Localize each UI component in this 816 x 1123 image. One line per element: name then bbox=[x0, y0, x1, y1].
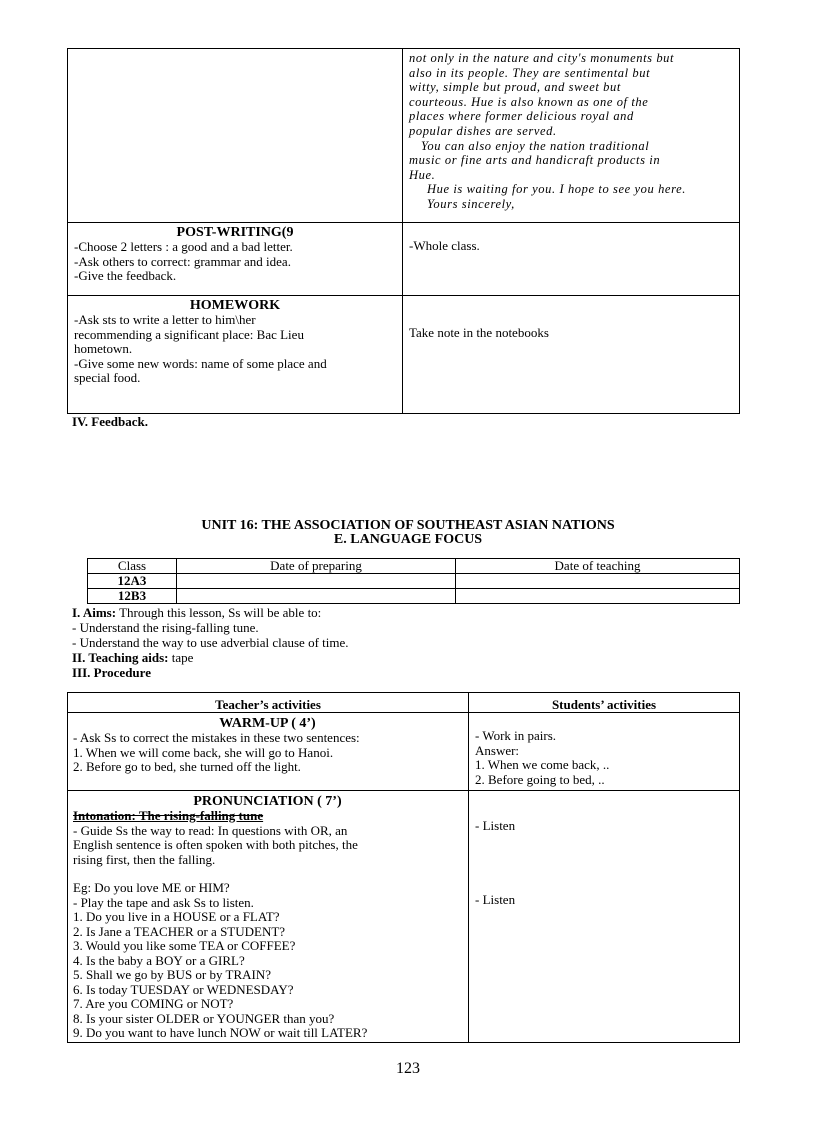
letter-line: witty, simple but proud, and sweet but bbox=[409, 80, 621, 95]
pronunciation-subtitle: Intonation: The rising-falling tune bbox=[73, 808, 264, 823]
question-item: 9. Do you want to have lunch NOW or wait till LATER? bbox=[73, 1025, 368, 1040]
teacher-activities-header: Teacher’s activities bbox=[68, 693, 469, 713]
letter-line: music or fine arts and handicraft products in bbox=[409, 153, 661, 168]
warm-up-sentence: 2. Before go to bed, she turned off the light. bbox=[73, 759, 301, 774]
question-item: 8. Is your sister OLDER or YOUNGER than you? bbox=[73, 1010, 335, 1026]
warm-up-instruction: - Ask Ss to correct the mistakes in these two sentences: bbox=[73, 730, 360, 745]
class-header: Class bbox=[88, 559, 177, 574]
page-number: 123 bbox=[396, 1060, 420, 1077]
pronunciation-student-listen: - Listen bbox=[475, 891, 516, 907]
homework-student-cell bbox=[403, 296, 740, 414]
letter-line: Hue is waiting for you. I hope to see you here. bbox=[427, 182, 686, 197]
feedback-heading: IV. Feedback. bbox=[72, 414, 148, 429]
question-item: 3. Would you like some TEA or COFFEE? bbox=[73, 938, 296, 953]
letter-line: places where former delicious royal and bbox=[409, 109, 634, 124]
letter-line: popular dishes are served. bbox=[409, 123, 557, 138]
unit-subtitle: E. LANGUAGE FOCUS bbox=[333, 532, 483, 547]
letter-sample-cell bbox=[403, 49, 740, 223]
class-name: 12A3 bbox=[88, 574, 177, 589]
class-schedule-table bbox=[87, 558, 740, 604]
date-preparing-value bbox=[177, 589, 456, 604]
post-writing-student-activity: -Whole class. bbox=[409, 238, 480, 253]
teaching-aids-text: tape bbox=[168, 650, 194, 665]
question-item: 7. Are you COMING or NOT? bbox=[73, 996, 234, 1011]
pronunciation-student-listen: - Listen bbox=[475, 818, 516, 833]
post-writing-step: -Ask others to correct: grammar and idea. bbox=[74, 253, 291, 269]
date-teaching-value bbox=[456, 589, 740, 604]
class-name: 12B3 bbox=[88, 589, 177, 604]
question-item: 5. Shall we go by BUS or by TRAIN? bbox=[73, 967, 272, 982]
date-teaching-header: Date of teaching bbox=[456, 559, 740, 574]
homework-title: HOMEWORK bbox=[189, 298, 281, 313]
homework-line: -Ask sts to write a letter to him\her bbox=[74, 312, 256, 327]
aim-item: - Understand the rising-falling tune. bbox=[72, 620, 259, 635]
date-preparing-header: Date of preparing bbox=[177, 559, 456, 574]
spacer bbox=[475, 834, 733, 893]
warm-up-sentence: 1. When we will come back, she will go to Hanoi. bbox=[73, 744, 334, 760]
warm-up-title: WARM-UP ( 4’) bbox=[219, 716, 316, 731]
homework-student-activity: Take note in the notebooks bbox=[409, 325, 549, 340]
aims-text: Through this lesson, Ss will be able to: bbox=[116, 605, 322, 620]
question-item: 6. Is today TUESDAY or WEDNESDAY? bbox=[73, 981, 294, 997]
date-preparing-value bbox=[177, 574, 456, 589]
pronunciation-student-cell bbox=[469, 791, 740, 1043]
warm-up-student-cell bbox=[469, 713, 740, 791]
post-writing-teacher-cell bbox=[68, 223, 403, 296]
homework-teacher-cell bbox=[68, 296, 403, 414]
teaching-aids-label: II. Teaching aids: bbox=[72, 650, 169, 665]
procedure-table bbox=[67, 692, 740, 1043]
warm-up-student-line: 2. Before going to bed, .. bbox=[475, 771, 605, 787]
letter-line: also in its people. They are sentimental but bbox=[409, 65, 651, 80]
student-activities-header: Students’ activities bbox=[469, 693, 740, 713]
pronunciation-teacher-cell bbox=[68, 791, 469, 1043]
procedure-heading: III. Procedure bbox=[72, 665, 151, 680]
aims-label: I. Aims: bbox=[72, 605, 117, 620]
warm-up-student-line: 1. When we come back, .. bbox=[475, 757, 610, 772]
pronunciation-example: Eg: Do you love ME or HIM? bbox=[73, 880, 230, 895]
warm-up-teacher-cell bbox=[68, 713, 469, 791]
spacer bbox=[73, 867, 462, 881]
letter-line: not only in the nature and city's monuments but bbox=[409, 51, 675, 65]
pronunciation-play: - Play the tape and ask Ss to listen. bbox=[73, 894, 254, 910]
homework-line: hometown. bbox=[74, 341, 133, 356]
pronunciation-guide: English sentence is often spoken with both pitches, the bbox=[73, 837, 358, 852]
date-teaching-value bbox=[456, 574, 740, 589]
pronunciation-guide: rising first, then the falling. bbox=[73, 851, 216, 867]
question-item: 2. Is Jane a TEACHER or a STUDENT? bbox=[73, 923, 286, 939]
teaching-aids-line bbox=[72, 651, 193, 666]
letter-line: Yours sincerely, bbox=[427, 196, 515, 211]
warm-up-student-line: Answer: bbox=[475, 742, 520, 758]
empty-cell bbox=[68, 49, 403, 223]
unit-title: UNIT 16: THE ASSOCIATION OF SOUTHEAST ASIAN NATIONS bbox=[201, 518, 615, 533]
letter-line: courteous. Hue is also known as one of the bbox=[409, 94, 649, 109]
post-writing-step: -Give the feedback. bbox=[74, 268, 177, 283]
post-writing-student-cell bbox=[403, 223, 740, 296]
letter-line: You can also enjoy the nation traditional bbox=[421, 138, 650, 153]
homework-line: special food. bbox=[74, 370, 141, 385]
homework-line: -Give some new words: name of some place and bbox=[74, 355, 327, 371]
post-writing-step: -Choose 2 letters : a good and a bad letter. bbox=[74, 239, 293, 254]
pronunciation-title: PRONUNCIATION ( 7’) bbox=[193, 794, 342, 809]
lesson-table-top bbox=[67, 48, 740, 414]
question-item: 4. Is the baby a BOY or a GIRL? bbox=[73, 952, 245, 968]
post-writing-title: POST-WRITING(9 bbox=[176, 225, 294, 240]
aim-item: - Understand the way to use adverbial clause of time. bbox=[72, 635, 349, 650]
question-item: 1. Do you live in a HOUSE or a FLAT? bbox=[73, 909, 280, 924]
warm-up-student-line: - Work in pairs. bbox=[475, 728, 557, 743]
pronunciation-guide: - Guide Ss the way to read: In questions with OR, an bbox=[73, 822, 348, 838]
aims-line bbox=[72, 606, 321, 621]
letter-line: Hue. bbox=[409, 167, 436, 182]
homework-line: recommending a significant place: Bac Lieu bbox=[74, 326, 304, 342]
